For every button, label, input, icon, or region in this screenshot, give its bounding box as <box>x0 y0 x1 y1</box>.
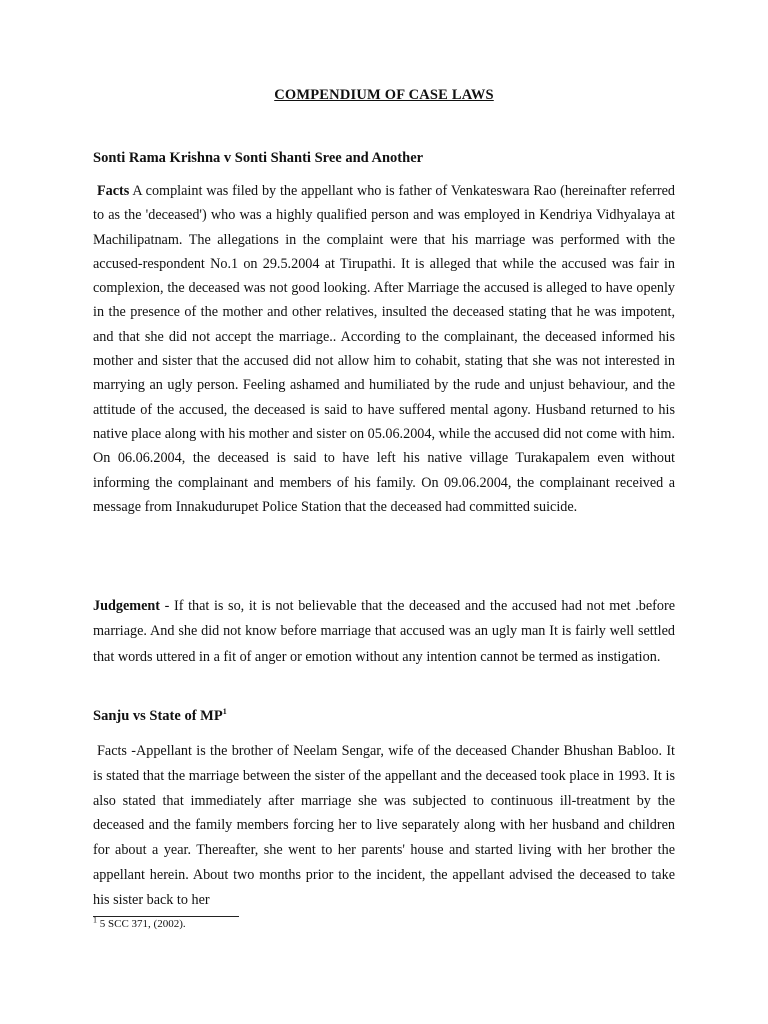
case-2-heading-text: Sanju vs State of MP <box>93 708 223 724</box>
footnote-number: 1 <box>93 915 97 925</box>
case-1-judgement-text: - If that is so, it is not believable that the deceased and the accused had not met .before marriage. And she did not know before marriage that accused was an ugly man It is fairly well settled that words uttered in a fit of anger or emotion without any intention cannot be termed as instigation. <box>93 598 675 665</box>
case-heading-2 <box>93 708 227 725</box>
footnote-text: 5 SCC 371, (2002). <box>97 918 186 930</box>
case-1-judgement-paragraph <box>93 594 675 670</box>
facts-label: Facts <box>97 183 130 199</box>
footnote <box>93 915 186 930</box>
judgement-label: Judgement <box>93 598 160 614</box>
case-1-facts-text: A complaint was filed by the appellant who is father of Venkateswara Rao (hereinafter referred to as the 'deceased') who was a highly qualified person and was employed in Kendriya Vidhyalaya at Machilipatnam. The allegations in the complaint were that his marriage was performed with the accused-respondent No.1 on 29.5.2004 at Tirupathi. It is alleged that while the accused was fair in complexion, the deceased was not good looking. After Marriage the accused is alleged to have openly in the presence of the mother and other relatives, insulted the deceased stating that he was impotent, and that she did not accept the marriage.. According to the complainant, the deceased informed his mother and sister that the accused did not allow him to cohabit, stating that she was not interested in marrying an ugly person. Feeling ashamed and humiliated by the rude and unjust behaviour, and the attitude of the accused, the deceased is said to have suffered mental agony. Husband returned to his native place along with his mother and sister on 05.06.2004, while the accused did not come with him. On 06.06.2004, the deceased is said to have left his native village Turakapalem even without informing the complainant and members of his family. On 09.06.2004, the complainant received a message from Innakudurupet Police Station that the deceased had committed suicide. <box>93 183 675 515</box>
case-heading-1: Sonti Rama Krishna v Sonti Shanti Sree and Another <box>93 150 424 166</box>
footnote-reference[interactable]: 1 <box>222 707 227 717</box>
footnote-divider <box>93 916 239 917</box>
document-title: COMPENDIUM OF CASE LAWS <box>274 87 494 103</box>
case-1-facts-paragraph <box>93 179 675 519</box>
case-2-facts-paragraph: Facts -Appellant is the brother of Neelam Sengar, wife of the deceased Chander Bhushan Babloo. It is stated that the marriage between the sister of the appellant and the deceased took place in 1993. It is also stated that immediately after marriage she was subjected to continuous ill-treatment by the deceased and the family members forcing her to live separately along with her husband and children for about a year. Thereafter, she went to her parents' house and started living with her brother the appellant herein. About two months prior to the incident, the appellant advised the deceased to take his sister back to her <box>93 743 675 908</box>
